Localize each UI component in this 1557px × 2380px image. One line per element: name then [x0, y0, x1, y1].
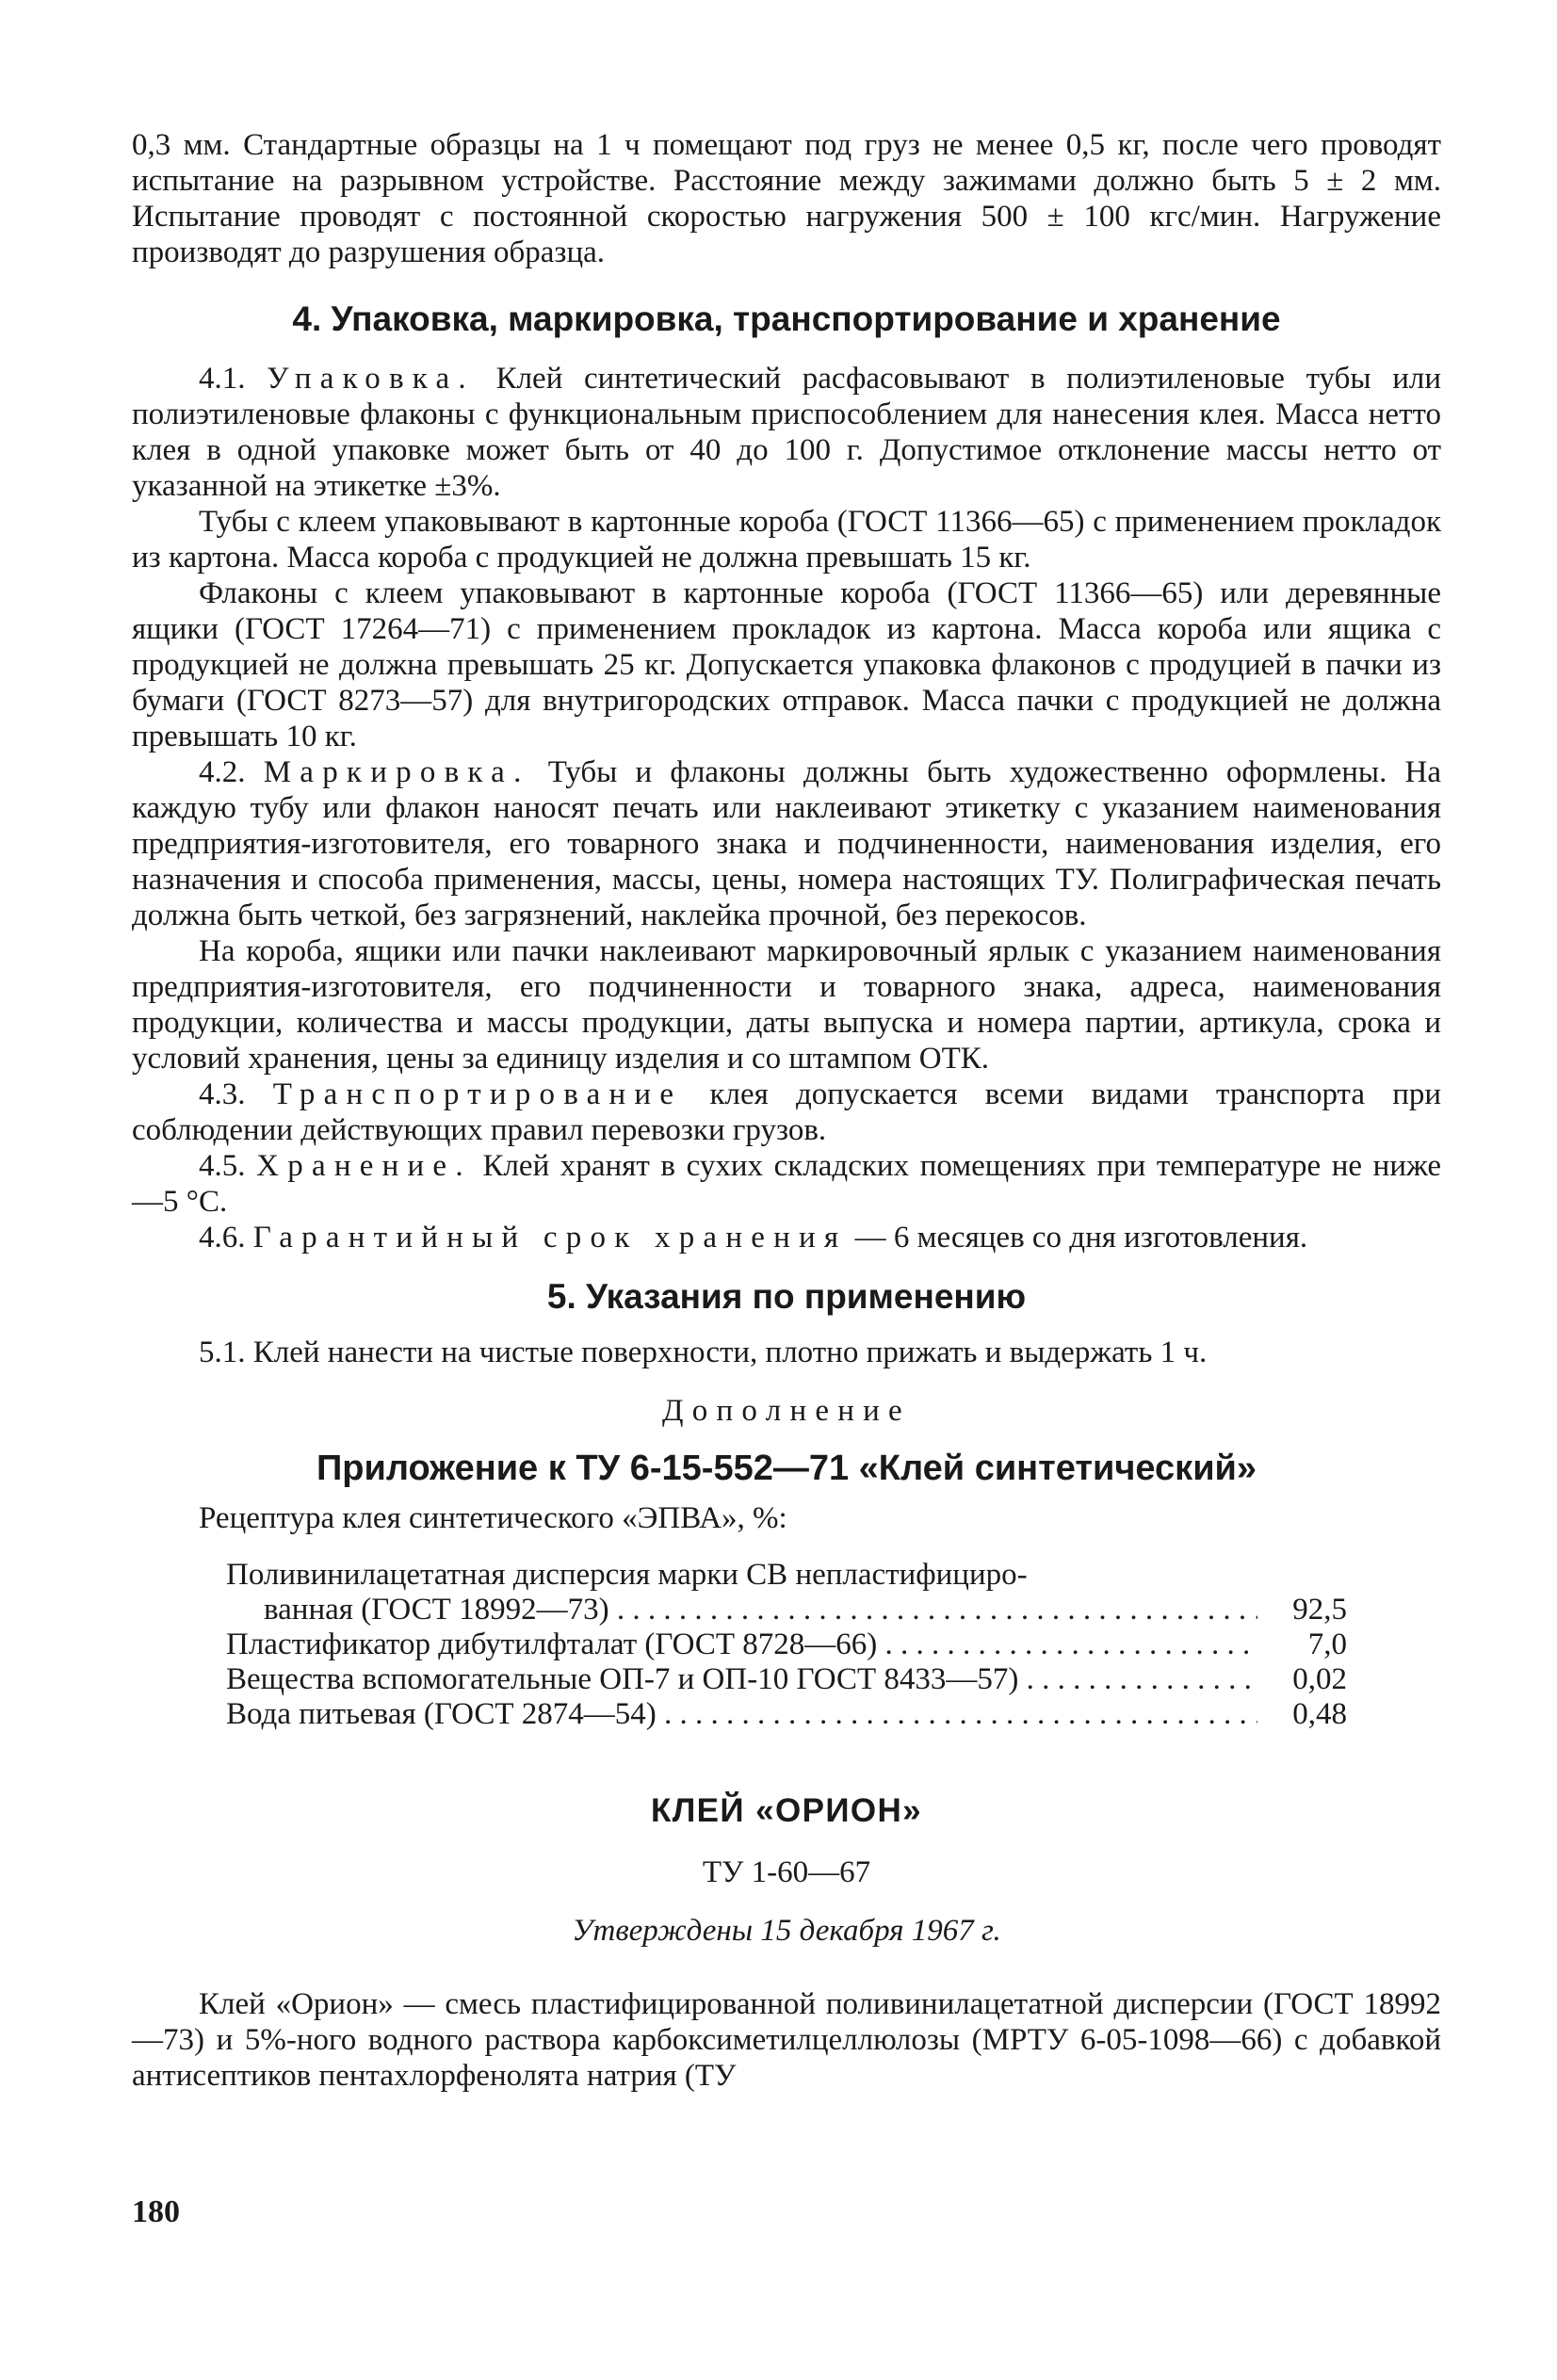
recipe-row: Вещества вспомогательные ОП-7 и ОП-10 ГОСТ 8433—57) . . . 0,02: [226, 1662, 1347, 1697]
paragraph-4-5: 4.5. Хранение. Клей хранят в сухих складских помещениях при температуре не ниже —5 °С.: [132, 1149, 1442, 1219]
addendum-label: Дополнение: [662, 1394, 911, 1428]
term-marking: Маркировка.: [263, 755, 530, 789]
paragraph-4-1: 4.1. Упаковка. Клей синтетический расфасовывают в полиэтиленовые тубы или полиэтиленовые флаконы с функциональным приспособлением для нанесения клея. Масса нетто клея в одной упаковке может быть от 40 до 100 г. Допустимое отклонение массы нетто от указанной на этикетке ±3%.: [132, 362, 1441, 503]
paragraph-4-1-b: Тубы с клеем упаковывают в картонные короба (ГОСТ 11366—65) с применением прокладок из картона. Масса короба с продукцией не должна превышать 15 кг.: [132, 505, 1441, 575]
orion-tu: ТУ 1-60—67: [702, 1855, 871, 1889]
section-4-heading: 4. Упаковка, маркировка, транспортирование и хранение: [292, 300, 1281, 338]
orion-paragraph: Клей «Орион» — смесь пластифицированной поливинилацетатной дисперсии (ГОСТ 18992—73) и 5%-ного водного раствора карбоксиметилцеллюлозы (МРТУ 6-05-1098—66) с добавкой антисептиков пентахлорфенолята натрия (ТУ: [132, 1987, 1441, 2093]
orion-heading: КЛЕЙ «ОРИОН»: [650, 1792, 923, 1829]
paragraph-5-1: 5.1. Клей нанести на чистые поверхности, плотно прижать и выдержать 1 ч.: [199, 1336, 1208, 1369]
recipe-table: [226, 1557, 1347, 1732]
addendum-title: Приложение к ТУ 6-15-552—71 «Клей синтетический»: [316, 1449, 1257, 1488]
term-transport: Транспортирование: [272, 1077, 683, 1111]
term-warranty: Гарантийный срок хранения: [252, 1221, 848, 1255]
recipe-row: ванная (ГОСТ 18992—73) . . . 92,5: [226, 1593, 1347, 1627]
page-number: 180: [132, 2194, 180, 2229]
section-5-heading: 5. Указания по применению: [546, 1277, 1027, 1316]
paragraph-4-3: 4.3. Транспортирование клея допускается всеми видами транспорта при соблюдении действующих правил перевозки грузов.: [132, 1077, 1442, 1147]
paragraph-4-1-c: Флаконы с клеем упаковывают в картонные короба (ГОСТ 11366—65) или деревянные ящики (ГОСТ 17264—71) с применением прокладок из картона. Масса короба или ящика с продукцией не должна превышать 25 кг. Допускается упаковка флаконов с продуцией в пачки из бумаги (ГОСТ 8273—57) для внутригородских отправок. Масса пачки с продукцией не должна превышать 10 кг.: [132, 576, 1441, 753]
paragraph-4-6: 4.6. Гарантийный срок хранения — 6 месяцев со дня изготовления.: [199, 1221, 1308, 1255]
paragraph-4-2: 4.2. Маркировка. Тубы и флаконы должны быть художественно оформлены. На каждую тубу или флакон наносят печать или наклеивают этикетку с указанием наименования предприятия-изготовителя, его товарного знака и подчиненности, наименования изделия, его назначения и способа применения, массы, цены, номера настоящих ТУ. Полиграфическая печать должна быть четкой, без загрязнений, наклейка прочной, без перекосов.: [132, 755, 1442, 932]
intro-paragraph: 0,3 мм. Стандартные образцы на 1 ч помещают под груз не менее 0,5 кг, после чего проводят испытание на разрывном устройстве. Расстояние между зажимами должно быть 5 ± 2 мм. Испытание проводят с постоянной скоростью нагружения 500 ± 100 кгс/мин. Нагружение производят до разрушения образца.: [132, 128, 1441, 269]
recipe-line-1: Поливинилацетатная дисперсия марки СВ непластифициро-: [226, 1558, 1028, 1592]
recipe-intro: Рецептура клея синтетического «ЭПВА», %:: [199, 1501, 787, 1535]
term-packaging: Упаковка.: [267, 362, 475, 396]
recipe-row: Вода питьевая (ГОСТ 2874—54) . . . 0,48: [226, 1697, 1347, 1732]
paragraph-4-2-b: На короба, ящики или пачки наклеивают маркировочный ярлык с указанием наименования предприятия-изготовителя, его подчиненности и товарного знака, адреса, наименования продукции, количества и массы продукции, даты выпуска и номера партии, артикула, срока и условий хранения, цены за единицу изделия и со штампом ОТК.: [132, 934, 1441, 1076]
term-storage: Хранение.: [256, 1149, 472, 1183]
recipe-row: Пластификатор дибутилфталат (ГОСТ 8728—66) . . . 7,0: [226, 1627, 1347, 1662]
orion-approved: Утверждены 15 декабря 1967 г.: [572, 1914, 1001, 1948]
document-page: [132, 127, 1441, 2094]
